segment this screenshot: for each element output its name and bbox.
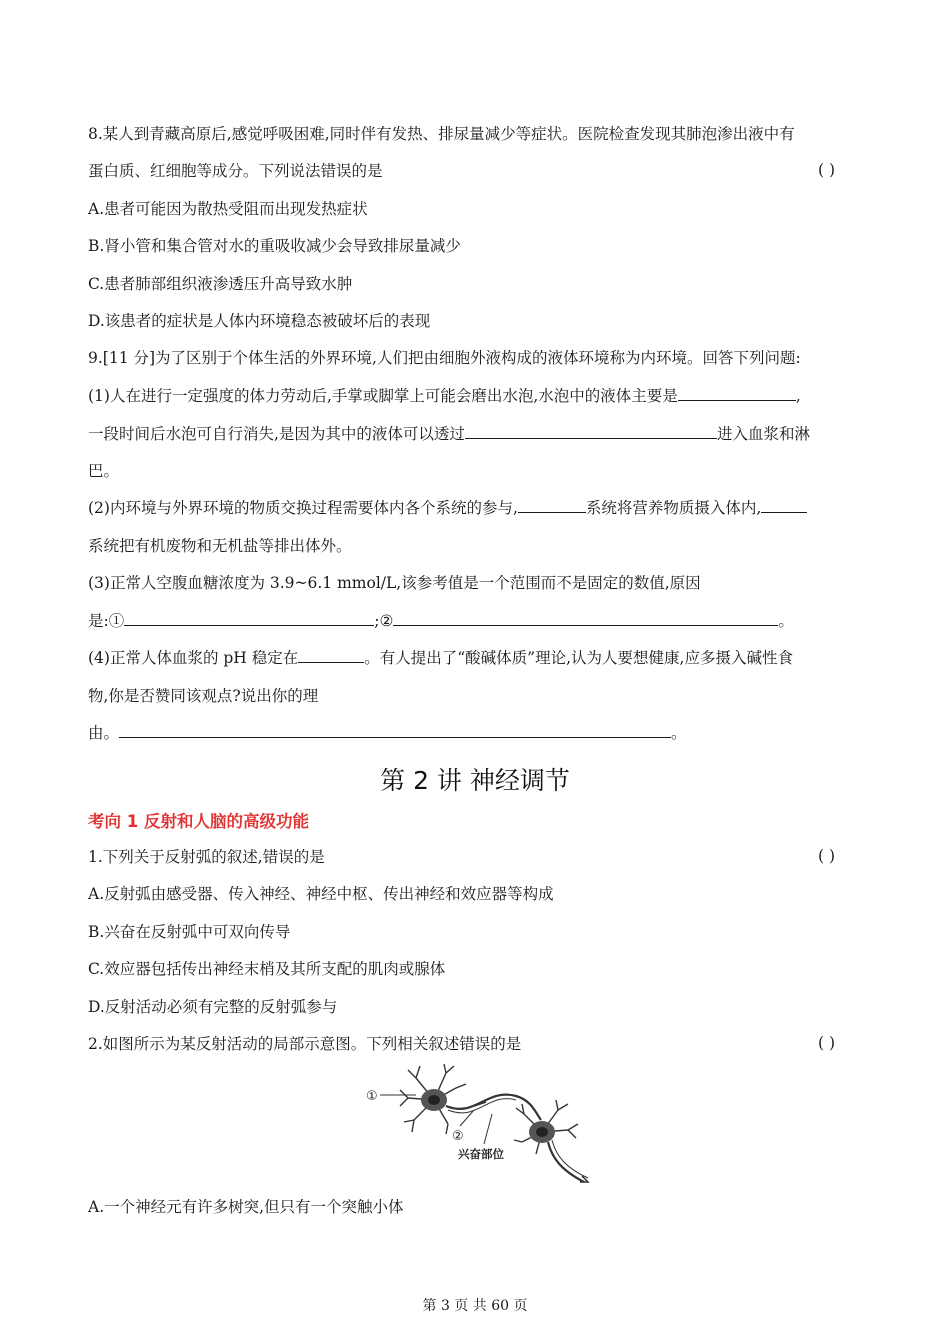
s1-option-b: B.兴奋在反射弧中可双向传导	[88, 923, 291, 941]
page-footer: 第 3 页 共 60 页	[422, 1298, 528, 1314]
s1-stem: 1.下列关于反射弧的叙述,错误的是	[88, 848, 325, 866]
q8-option-c: C.患者肺部组织液渗透压升高导致水肿	[88, 275, 353, 293]
figure-label-1: ①	[366, 1089, 378, 1104]
figure-label-2: ②	[452, 1129, 464, 1144]
q9-part4-end: 。	[671, 724, 687, 742]
q9-part2-line1	[88, 498, 807, 518]
q9-stem: 9.[11 分]为了区别于个体生活的外界环境,人们把由细胞外液构成的液体环境称为内环境。回答下列问题:	[88, 349, 801, 367]
s2-option-a: A.一个神经元有许多树突,但只有一个突触小体	[88, 1198, 404, 1216]
q9-part4-text-end: 。有人提出了“酸碱体质”理论,认为人要想健康,应多摄入碱性食	[364, 649, 793, 667]
answer-blank-7[interactable]	[298, 648, 364, 663]
answer-blank-8[interactable]	[119, 723, 671, 738]
q9-part1-line1	[88, 386, 801, 406]
q9-part3-mid: ;②	[374, 612, 394, 630]
q8-option-a: A.患者可能因为散热受阻而出现发热症状	[88, 200, 368, 218]
s1-option-a: A.反射弧由感受器、传入神经、神经中枢、传出神经和效应器等构成	[88, 885, 554, 903]
answer-blank-2[interactable]	[465, 424, 717, 439]
section-heading: 考向 1 反射和人脑的高级功能	[88, 812, 309, 831]
q9-part4-line3	[88, 723, 687, 743]
s2-answer-paren: ( )	[818, 1034, 836, 1052]
q8-answer-paren: ( )	[818, 161, 836, 179]
q9-part4-text: (4)正常人体血浆的 pH 稳定在	[88, 649, 299, 667]
q9-part1-text2-end: 进入血浆和淋	[716, 425, 810, 443]
answer-blank-6[interactable]	[393, 611, 778, 626]
q9-part4-line2: 物,你是否赞同该观点?说出你的理	[88, 687, 319, 705]
q8-option-d: D.该患者的症状是人体内环境稳态被破坏后的表现	[88, 312, 431, 330]
q9-part2-line2: 系统把有机废物和无机盐等排出体外。	[88, 537, 352, 555]
q9-part4-line1	[88, 648, 793, 668]
q9-part2-text: (2)内环境与外界环境的物质交换过程需要体内各个系统的参与,	[88, 499, 518, 517]
answer-blank-1[interactable]	[678, 386, 796, 401]
q9-part1-line2	[88, 424, 810, 444]
q9-part3-start: 是:①	[88, 612, 125, 630]
q9-part3-line1: (3)正常人空腹血糖浓度为 3.9~6.1 mmol/L,该参考值是一个范围而不是固定的数值,原因	[88, 574, 701, 592]
lecture-title: 第 2 讲 神经调节	[380, 766, 570, 795]
q9-part1-text: (1)人在进行一定强度的体力劳动后,手掌或脚掌上可能会磨出水泡,水泡中的液体主要是	[88, 387, 678, 405]
q8-stem-line2: 蛋白质、红细胞等成分。下列说法错误的是	[88, 162, 383, 180]
neuron-diagram	[356, 1058, 596, 1188]
q9-part3-end: 。	[778, 612, 794, 630]
q9-part1-text2: 一段时间后水泡可自行消失,是因为其中的液体可以透过	[88, 425, 465, 443]
figure-label-excitation-site: 兴奋部位	[458, 1147, 504, 1161]
answer-blank-5[interactable]	[124, 611, 374, 626]
q9-part4-start: 由。	[88, 724, 120, 742]
q8-stem-line1: 8.某人到青藏高原后,感觉呼吸困难,同时伴有发热、排尿量减少等症状。医院检查发现其肺泡渗出液中有	[88, 125, 795, 143]
s1-answer-paren: ( )	[818, 847, 836, 865]
s1-option-d: D.反射活动必须有完整的反射弧参与	[88, 998, 338, 1016]
answer-blank-3[interactable]	[518, 498, 586, 513]
s1-option-c: C.效应器包括传出神经末梢及其所支配的肌肉或腺体	[88, 960, 446, 978]
q8-option-b: B.肾小管和集合管对水的重吸收减少会导致排尿量减少	[88, 237, 461, 255]
s2-stem: 2.如图所示为某反射活动的局部示意图。下列相关叙述错误的是	[88, 1035, 522, 1053]
q9-part1-line3: 巴。	[88, 462, 120, 480]
q9-part3-line2	[88, 611, 794, 631]
q9-part2-text-mid: 系统将营养物质摄入体内,	[585, 499, 762, 517]
q9-part1-comma: ,	[795, 387, 801, 405]
answer-blank-4[interactable]	[761, 498, 807, 513]
